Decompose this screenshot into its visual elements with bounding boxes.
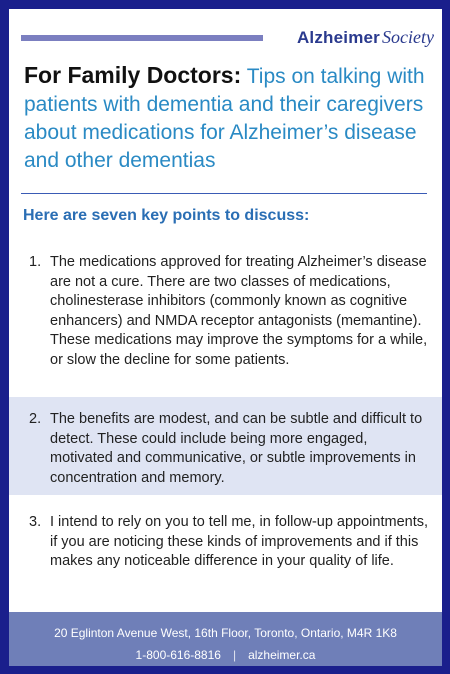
point-number: 2.	[29, 411, 42, 427]
key-point-3	[9, 513, 442, 572]
footer-separator: |	[232, 648, 237, 662]
title-lead: For Family Doctors:	[24, 62, 242, 88]
point-text: The benefits are modest, and can be subtle and difficult to detect. These could include being more engaged, motivated and communicative, or subtle improvements in concentration and memory.	[50, 411, 423, 486]
page-title	[24, 61, 429, 175]
footer-phone[interactable]: 1-800-616-8816	[135, 648, 221, 662]
tip-sheet-card	[9, 9, 442, 666]
logo-wordmark-bold: Alzheimer	[296, 28, 381, 47]
logo-wordmark-italic: Society	[382, 27, 434, 47]
point-text: The medications approved for treating Alzheimer’s disease are not a cure. There are two classes of medications, cholinesterase inhibitors (commonly known as cognitive enhancers) and NMDA receptor antagonists (memantine). These medications may improve the symptoms for a while, or slow the decline for some patients.	[50, 254, 428, 368]
footer-website-link[interactable]: alzheimer.ca	[248, 648, 316, 662]
top-accent-rule	[21, 35, 263, 41]
point-number: 3.	[29, 514, 42, 530]
alzheimer-society-logo	[297, 27, 434, 48]
title-subtitle: Tips on talking with patients with dementia and their caregivers about medications for Alzheimer’s disease and other dementias	[24, 65, 425, 172]
point-text: I intend to rely on you to tell me, in follow-up appointments, if you are noticing these kinds of improvements and if this makes any noticeable difference in your quality of life.	[50, 514, 429, 569]
point-number: 1.	[29, 254, 42, 270]
footer-contact-line	[9, 648, 442, 662]
key-points-heading: Here are seven key points to discuss:	[23, 207, 310, 224]
key-point-2	[9, 397, 442, 495]
key-point-1	[9, 253, 442, 370]
contact-footer	[9, 612, 442, 666]
footer-address: 20 Eglinton Avenue West, 16th Floor, Toronto, Ontario, M4R 1K8	[54, 626, 397, 640]
section-divider	[21, 193, 427, 194]
